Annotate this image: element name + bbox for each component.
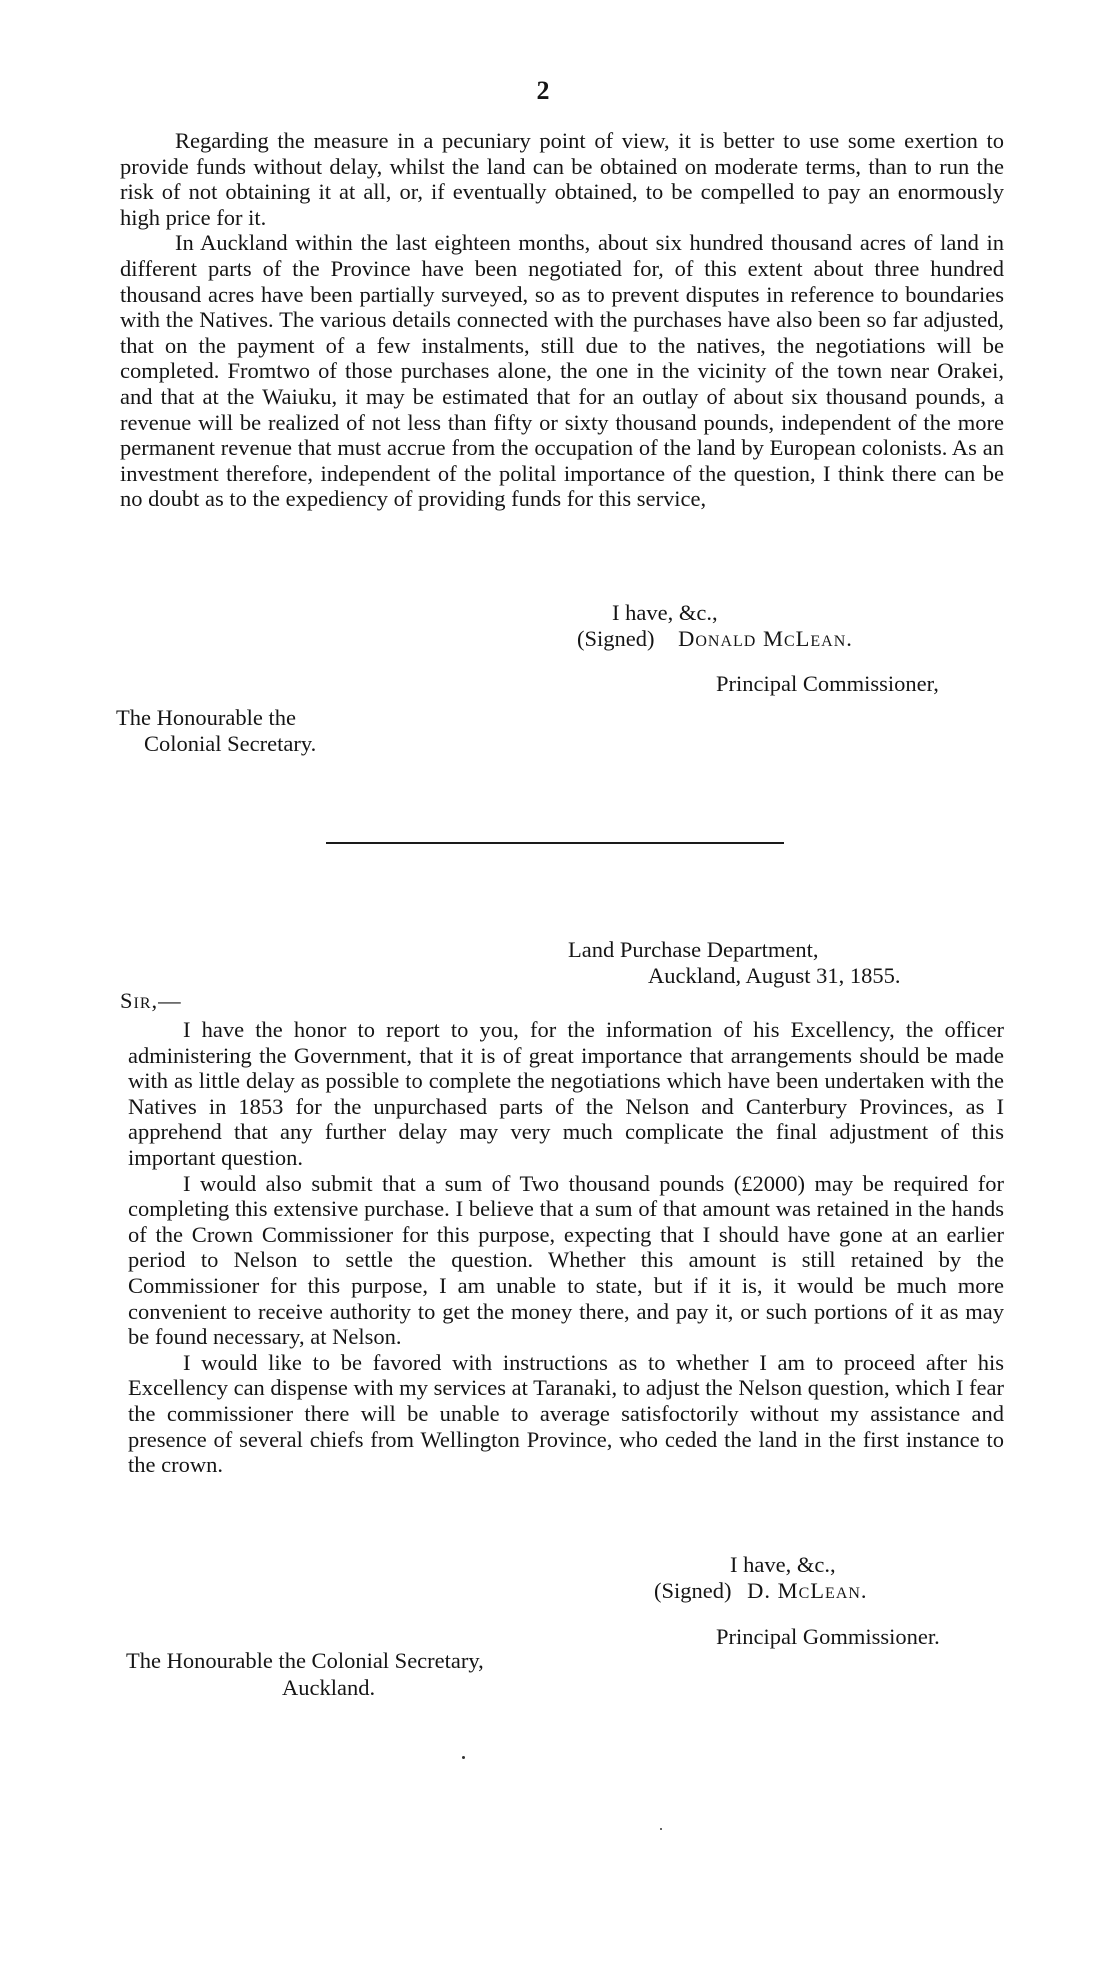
letter1-body [120, 128, 1004, 512]
section-divider [326, 842, 784, 844]
letter1-signed-label: (Signed) [577, 626, 655, 651]
letter1-closing: I have, &c., [612, 600, 718, 625]
print-speck [462, 1756, 465, 1759]
letter1-signature-line [577, 626, 853, 652]
letter2-paragraph-1: I have the honor to report to you, for the information of his Excellency, the officer administering the Government, that it is of great importance that arrangements should be made with as little delay as possible to complete the negotiations which have been undertaken with the Natives in 1853 for the unpurchased parts of the Nelson and Canterbury Provinces, as I apprehend that any further delay may very much complicate the final adjustment of this important question. [128, 1017, 1004, 1170]
letter1-paragraph-2: In Auckland within the last eighteen months, about six hundred thousand acres of land in different parts of the Province have been negotiated for, of this extent about three hundred thousand acres have been partially surveyed, so as to prevent disputes in reference to boundaries with the Natives. The various details connected with the purchases have also been so far adjusted, that on the payment of a few instalments, still due to the natives, the negotiations will be completed. Fromtwo of those purchases alone, the one in the vicinity of the town near Orakei, and that at the Waiuku, it may be estimated that for an outlay of about six thousand pounds, a revenue will be realized of not less than fifty or sixty thousand pounds, independent of the more permanent revenue that must accrue from the occupation of the land by European colonists. As an investment therefore, independent of the polital importance of the question, I think there can be no doubt as to the expediency of providing funds for this service, [120, 230, 1004, 512]
letter2-closing: I have, &c., [730, 1552, 836, 1577]
letter1-addressee-line2: Colonial Secretary. [144, 731, 317, 756]
letter2-signatory: D. McLean. [747, 1578, 868, 1603]
letter2-signature-line [654, 1578, 868, 1604]
print-speck [660, 1828, 662, 1830]
letter1-addressee-line1: The Honourable the [116, 705, 296, 730]
letter2-body [128, 1017, 1004, 1478]
letter2-salutation: Sir,— [120, 988, 182, 1013]
page-number: 2 [536, 76, 550, 105]
letter2-addressee-line1: The Honourable the Colonial Secretary, [126, 1648, 484, 1673]
letter2-place-date: Auckland, August 31, 1855. [648, 963, 901, 988]
letter2-title: Principal Gommissioner. [716, 1624, 940, 1649]
letter1-title: Principal Commissioner, [716, 671, 939, 696]
letter2-signed-label: (Signed) [654, 1578, 732, 1603]
letter2-department: Land Purchase Department, [568, 937, 819, 962]
letter1-paragraph-1: Regarding the measure in a pecuniary point of view, it is better to use some exertion to provide funds without delay, whilst the land can be obtained on moderate terms, than to run the risk of not obtaining it at all, or, if eventually obtained, to be compelled to pay an enormously high price for it. [120, 128, 1004, 230]
letter2-paragraph-3: I would like to be favored with instructions as to whether I am to proceed after his Excellency can dispense with my services at Taranaki, to adjust the Nelson question, which I fear the commissioner there will be unable to average satisfoctorily without my assistance and presence of several chiefs from Wellington Province, who ceded the land in the first instance to the crown. [128, 1349, 1004, 1478]
letter2-addressee-line2: Auckland. [282, 1675, 376, 1700]
letter2-paragraph-2: I would also submit that a sum of Two thousand pounds (£2000) may be required for completing this extensive purchase. I believe that a sum of that amount was retained in the hands of the Crown Commissioner for this purpose, expecting that I should have gone at an earlier period to Nelson to settle the question. Whether this amount is still retained by the Commissioner for this purpose, I am unable to state, but if it is, it would be much more convenient to receive authority to get the money there, and pay it, or such portions of it as may be found necessary, at Nelson. [128, 1170, 1004, 1350]
letter1-signatory: Donald McLean. [678, 626, 853, 651]
